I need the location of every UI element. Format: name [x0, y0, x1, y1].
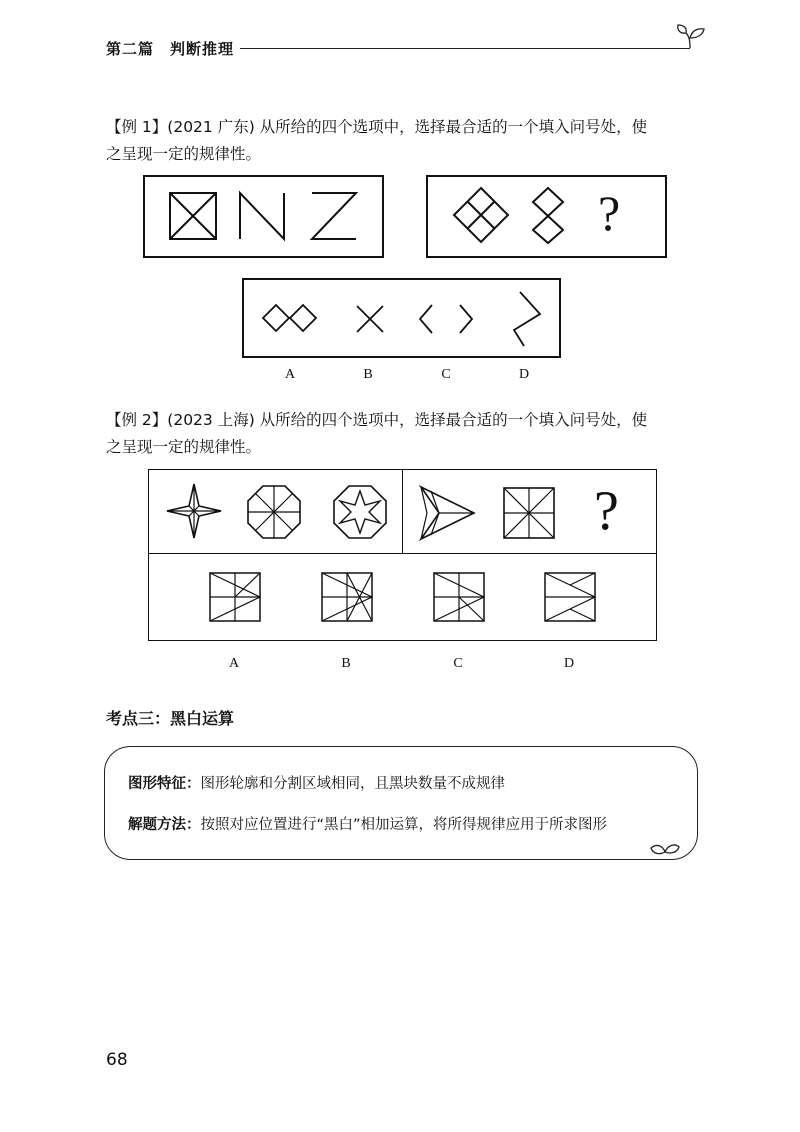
option-a-figure — [208, 571, 262, 623]
figure-four-point-star — [166, 483, 222, 539]
example2-line2: 之呈现一定的规律性。 — [106, 438, 262, 456]
option-label-d: D — [518, 367, 530, 382]
question-mark: ? — [598, 185, 621, 241]
figure-letter-z — [310, 192, 358, 240]
option-label-a: A — [228, 656, 240, 671]
option-b-figure — [320, 571, 374, 623]
section-title: 考点三：黑白运算 — [106, 709, 235, 728]
option-label-c: C — [441, 367, 451, 382]
sprout-icon — [650, 840, 680, 856]
option-d-zigzag — [508, 290, 544, 348]
option-c-angle-brackets — [418, 303, 474, 335]
example2-line1: 【例 2】(2023 上海) 从所给的四个选项中，选择最合适的一个填入问号处，使 — [106, 411, 648, 429]
option-a-double-diamond — [262, 303, 318, 333]
figure-square-x — [169, 192, 217, 240]
figure-four-diamonds — [452, 186, 510, 244]
figure-octagon-lines — [247, 485, 301, 539]
feature-line — [128, 772, 505, 793]
figure-two-diamonds — [530, 186, 566, 244]
feature-label: 图形特征： — [128, 776, 201, 792]
example1-line1: 【例 1】(2021 广东) 从所给的四个选项中，选择最合适的一个填入问号处，使 — [106, 118, 648, 136]
option-b-cross — [356, 305, 384, 333]
method-line — [128, 813, 607, 834]
figure-square-lines — [503, 487, 555, 539]
example1-line2: 之呈现一定的规律性。 — [106, 145, 262, 163]
page-number: 68 — [106, 1050, 128, 1070]
option-d-figure — [543, 571, 597, 623]
header-rule — [240, 48, 690, 49]
method-text: 按照对应位置进行“黑白”相加运算，将所得规律应用于所求图形 — [200, 817, 608, 833]
figure-arrow-chevron — [419, 485, 475, 541]
option-c-figure — [432, 571, 486, 623]
feature-text: 图形轮廓和分割区域相同，且黑块数量不成规律 — [200, 776, 505, 792]
option-label-a: A — [284, 367, 296, 382]
chapter-title: 第二篇 判断推理 — [106, 40, 235, 58]
figure-letter-n — [238, 192, 286, 240]
option-label-b: B — [363, 367, 373, 382]
option-label-d: D — [563, 656, 575, 671]
sprout-icon — [676, 22, 706, 50]
method-label: 解题方法： — [128, 817, 201, 833]
question-mark: ? — [594, 480, 619, 542]
option-label-c: C — [453, 656, 463, 671]
key-point-box — [104, 746, 698, 860]
figure-octagon-star — [333, 485, 387, 539]
option-label-b: B — [341, 656, 351, 671]
example2-divider-v — [402, 469, 403, 554]
